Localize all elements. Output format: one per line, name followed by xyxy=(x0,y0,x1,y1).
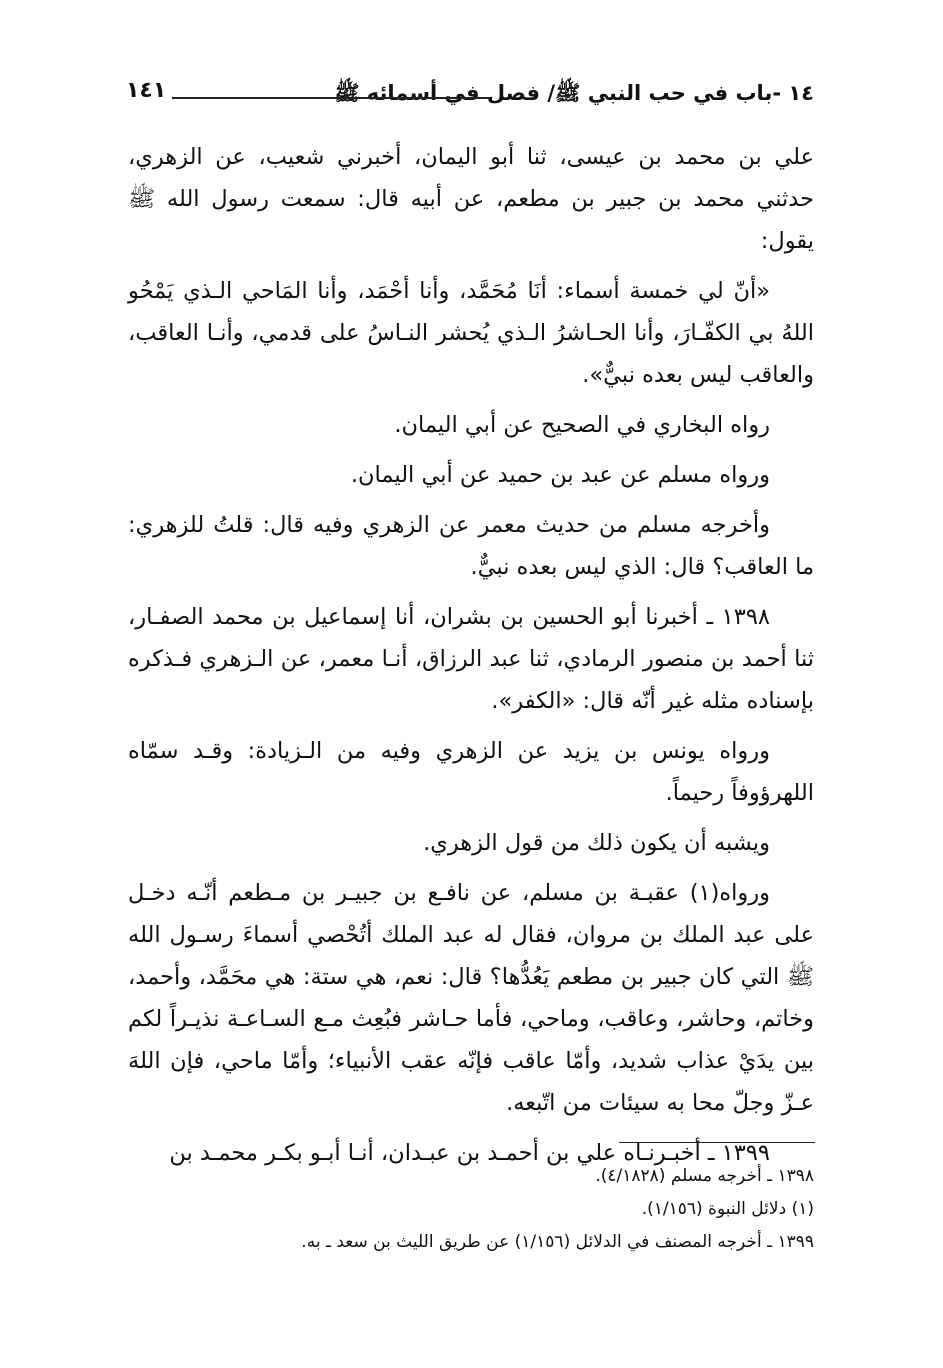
paragraph: ورواه(١) عقبـة بن مسلم، عن نافـع بن جبيـر بن مـطعم أنّـه دخـل على عبد الملك بن مروان، فقال له عبد الملك أتُحْصي أسماءَ رسـول الله ﷺ التي كان جبير بن مطعم يَعُدُّها؟ قال: نعم، هي ستة: هي محَمَّد، وأحمد، وخاتم، وحاشر، وعاقب، وماحي، فأما حـاشر فبُعِث مـع السـاعـة نذيـراً لكم بين يدَيْ عذاب شديد، وأمّا عاقب فإنّه عقب الأنبياء؛ وأمّا ماحي، فإن اللهَ عـزّ وجلّ محا به سيئات من اتّبعه. xyxy=(128,880,814,1116)
footnote-separator xyxy=(619,1142,815,1143)
paragraph: علي بن محمد بن عيسى، ثنا أبو اليمان، أخبرني شعيب، عن الزهري، حدثني محمد بن جبير بن مطعم، عن أبيه قال: سمعت رسول الله ﷺ يقول: xyxy=(128,144,814,254)
paragraph: «أنّ لي خمسة أسماء: أنَا مُحَمَّد، وأنا أحْمَد، وأنا المَاحي الـذي يَمْحُو اللهُ بي الكفّـارَ، وأنا الحـاشرُ الـذي يُحشر النـاسُ على قدمي، وأنـا العاقب، والعاقب ليس بعده نبيٌّ». xyxy=(128,278,814,388)
page-number: ١٤١ xyxy=(126,78,167,103)
main-text xyxy=(128,136,814,1182)
header-rule xyxy=(172,97,490,99)
paragraph: ١٣٩٨ ـ أخبرنا أبو الحسين بن بشران، أنا إسماعيل بن محمد الصفـار، ثنا أحمد بن منصور الرمادي، ثنا عبد الرزاق، أنـا معمر، عن الـزهري فـذكره بإسناده مثله غير أنّه قال: «الكفر». xyxy=(128,604,814,714)
footnote: (١) دلائل النبوة (١/١٥٦). xyxy=(641,1199,814,1219)
paragraph: ويشبه أن يكون ذلك من قول الزهري. xyxy=(423,830,770,856)
paragraph: ١٣٩٩ ـ أخبـرنـاه علي بن أحمـد بن عبـدان، أنـا أبـو بكـر محمـد بن xyxy=(169,1140,770,1166)
footnote: ١٣٩٩ ـ أخرجه المصنف في الدلائل (١/١٥٦) عن طريق الليث بن سعد ـ به. xyxy=(301,1232,814,1252)
chapter-title: ١٤ -باب في حب النبي ﷺ/ فصل في أسمائه ﷺ xyxy=(334,81,814,105)
footnotes xyxy=(128,1160,814,1259)
paragraph: وأخرجه مسلم من حديث معمر عن الزهري وفيه قال: قلتُ للزهري: ما العاقب؟ قال: الذي ليس بعده نبيٌّ. xyxy=(128,512,814,580)
page-header xyxy=(126,76,814,116)
paragraph: ورواه مسلم عن عبد بن حميد عن أبي اليمان. xyxy=(350,462,770,488)
footnote: ١٣٩٨ ـ أخرجه مسلم (٤/١٨٢٨). xyxy=(595,1166,814,1186)
paragraph: ورواه يونس بن يزيد عن الزهري وفيه من الـزيادة: وقـد سمّاه اللهرؤوفاً رحيماً. xyxy=(128,738,814,806)
paragraph: رواه البخاري في الصحيح عن أبي اليمان. xyxy=(394,412,770,438)
